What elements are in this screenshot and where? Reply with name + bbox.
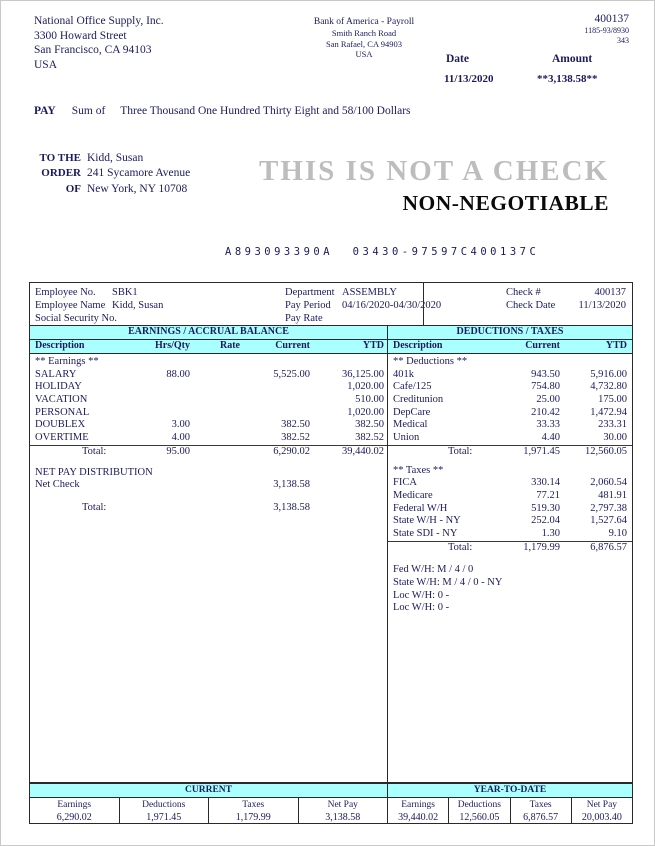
summary-cell: Taxes 6,876.57 (511, 798, 572, 824)
summary-ytd-title: YEAR-TO-DATE (388, 784, 632, 798)
employee-info-section (30, 283, 632, 325)
ssn-label: Social Security No. (35, 313, 117, 325)
check-number: 400137 (594, 13, 629, 25)
withholding-status-line: Loc W/H: 0 - (393, 589, 450, 601)
withholding-status-line: Loc W/H: 0 - (393, 602, 450, 614)
amount-value: **3,138.58** (537, 73, 598, 85)
withholding-status-line: Fed W/H: M / 4 / 0 (393, 564, 474, 576)
col-ytd: YTD (362, 340, 384, 351)
earnings-total-label: Total: (82, 445, 107, 457)
deduction-row: Union 4.40 30.00 (393, 432, 627, 444)
check-no-label: Check # (506, 287, 541, 298)
company-name: National Office Supply, Inc. (34, 15, 164, 27)
bank-address-line: Smith Ranch Road (331, 28, 397, 38)
earnings-body (30, 354, 387, 782)
pay-period-value: 04/16/2020-04/30/2020 (342, 300, 442, 312)
col-current: Current (275, 340, 310, 351)
employee-name-label: Employee Name (35, 300, 106, 312)
tax-row: FICA 330.14 2,060.54 (393, 477, 627, 489)
deduction-row: Cafe/125 754.80 4,732.80 (393, 381, 627, 393)
summary-cell: Net Pay 20,003.40 (581, 800, 622, 823)
summary-current-cells (30, 798, 387, 824)
pay-label: PAY (34, 105, 56, 117)
to-the-order-of-label: TO THE ORDER OF (39, 152, 81, 195)
bank-address-block (279, 16, 449, 60)
col-rate: Rate (220, 340, 240, 351)
deductions-column-header (388, 340, 632, 354)
employee-name-value: Kidd, Susan (112, 300, 164, 312)
earnings-row: SALARY 88.00 5,525.00 36,125.00 (35, 368, 384, 380)
routing-fraction: 1185-93/8930 (584, 26, 629, 35)
earnings-row: VACATION 510.00 (35, 394, 384, 406)
stub-panels (30, 325, 632, 782)
deduction-row: Creditunion 25.00 175.00 (393, 394, 627, 406)
pay-rate-label: Pay Rate (285, 313, 323, 325)
summary-cell: Earnings 6,290.02 (30, 798, 120, 824)
bank-name: Bank of America - Payroll (313, 17, 415, 27)
summary-cell: Net Pay 3,138.58 (325, 800, 361, 823)
summary-cell: Deductions 12,560.05 (449, 798, 510, 824)
earnings-panel (30, 325, 388, 782)
bank-address-line: USA (355, 49, 373, 59)
earnings-total-row: Total: 95.00 6,290.02 39,440.02 (30, 445, 387, 459)
check-meta-block (584, 13, 629, 46)
deduction-row: 401k 943.50 5,916.00 (393, 368, 627, 380)
spacer (30, 492, 387, 502)
micr-line: A893093390A 03430-97597C400137C (225, 246, 540, 258)
summary-section (30, 782, 632, 823)
earnings-column-header (30, 340, 387, 354)
payee-address-block (87, 151, 190, 197)
col-description: Description (35, 340, 85, 351)
payee-block (34, 151, 190, 197)
earnings-row: PERSONAL 1,020.00 (35, 406, 384, 418)
deductions-total-row: Total: 1,971.45 12,560.05 (388, 445, 632, 459)
tax-row: ** Taxes ** (393, 464, 444, 476)
deduction-row: Medical 33.33 233.31 (393, 419, 627, 431)
check-date-value: 11/13/2020 (578, 300, 626, 312)
branch-number: 343 (617, 36, 629, 45)
summary-cell: Earnings 39,440.02 (388, 798, 449, 824)
date-label: Date (446, 53, 469, 65)
deduction-row: ** Deductions ** (393, 356, 468, 367)
deductions-section-header: DEDUCTIONS / TAXES (388, 325, 632, 340)
spacer (388, 554, 632, 564)
check-no-value: 400137 (594, 287, 626, 298)
tax-row: Medicare 77.21 481.91 (393, 489, 627, 501)
bank-address-line: San Rafael, CA 94903 (325, 38, 403, 49)
deductions-total-label: Total: (448, 445, 473, 457)
summary-cell: Deductions 1,971.45 (120, 798, 210, 824)
deductions-panel (388, 325, 632, 782)
check-info-column (423, 283, 632, 325)
sum-of-label: Sum of (71, 105, 106, 117)
col-ytd: YTD (605, 340, 627, 351)
payee-address-line: New York, NY 10708 (87, 182, 188, 195)
taxes-total-row: Total: 1,179.99 6,876.57 (388, 541, 632, 555)
department-label: Department (285, 287, 335, 298)
department-value: ASSEMBLY (342, 287, 397, 298)
net-check-row: Net Check 3,138.58 (35, 479, 310, 491)
summary-cell: Taxes 1,179.99 (209, 798, 299, 824)
pay-line (34, 105, 411, 117)
spacer (30, 459, 387, 467)
earnings-section-header: EARNINGS / ACCRUAL BALANCE (30, 325, 387, 340)
check-date-label: Check Date (506, 300, 556, 312)
tax-row: State W/H - NY 252.04 1,527.64 (393, 515, 627, 527)
watermark-non-negotiable: NON-NEGOTIABLE (402, 191, 609, 215)
summary-current-title: CURRENT (30, 784, 387, 798)
watermark-not-a-check: THIS IS NOT A CHECK (259, 155, 610, 187)
tax-row: Federal W/H 519.30 2,797.38 (393, 502, 627, 514)
deductions-body (388, 354, 632, 782)
payee-address-line: 241 Sycamore Avenue (87, 167, 191, 180)
employee-no-value: SBK1 (112, 287, 138, 298)
amount-label: Amount (552, 53, 593, 65)
date-value: 11/13/2020 (444, 73, 494, 85)
taxes-total-label: Total: (448, 541, 473, 553)
company-address-line: San Francisco, CA 94103 (34, 44, 152, 56)
payee-name: Kidd, Susan (87, 152, 144, 164)
pay-stub-table (29, 282, 633, 824)
earnings-row: OVERTIME 4.00 382.52 382.52 (35, 432, 384, 444)
check-number-row (424, 286, 632, 299)
withholding-status-line: State W/H: M / 4 / 0 - NY (393, 577, 503, 588)
earnings-row: ** Earnings ** (35, 356, 99, 367)
employee-no-label: Employee No. (35, 287, 96, 298)
company-address-line: 3300 Howard Street (34, 29, 127, 42)
deduction-row: DepCare 210.42 1,472.94 (393, 406, 627, 418)
company-address-block (34, 14, 164, 72)
summary-ytd-cells (388, 798, 632, 824)
pay-period-label: Pay Period (285, 300, 331, 312)
summary-current (30, 784, 388, 823)
net-pay-total-label: Total: (82, 501, 107, 513)
net-pay-distribution-header: NET PAY DISTRIBUTION (35, 466, 153, 478)
tax-row: State SDI - NY 1.30 9.10 (393, 527, 627, 539)
col-current: Current (525, 340, 560, 351)
earnings-row: DOUBLEX 3.00 382.50 382.50 (35, 419, 384, 431)
company-address-line: USA (34, 58, 58, 71)
net-pay-total-row: Total: 3,138.58 (30, 502, 387, 515)
summary-year-to-date (388, 784, 632, 823)
col-hrs-qty: Hrs/Qty (155, 340, 190, 351)
check-date-row (424, 299, 632, 312)
amount-in-words: Three Thousand One Hundred Thirty Eight and 58/100 Dollars (120, 105, 411, 117)
earnings-row: HOLIDAY 1,020.00 (35, 381, 384, 393)
col-description: Description (393, 340, 443, 351)
